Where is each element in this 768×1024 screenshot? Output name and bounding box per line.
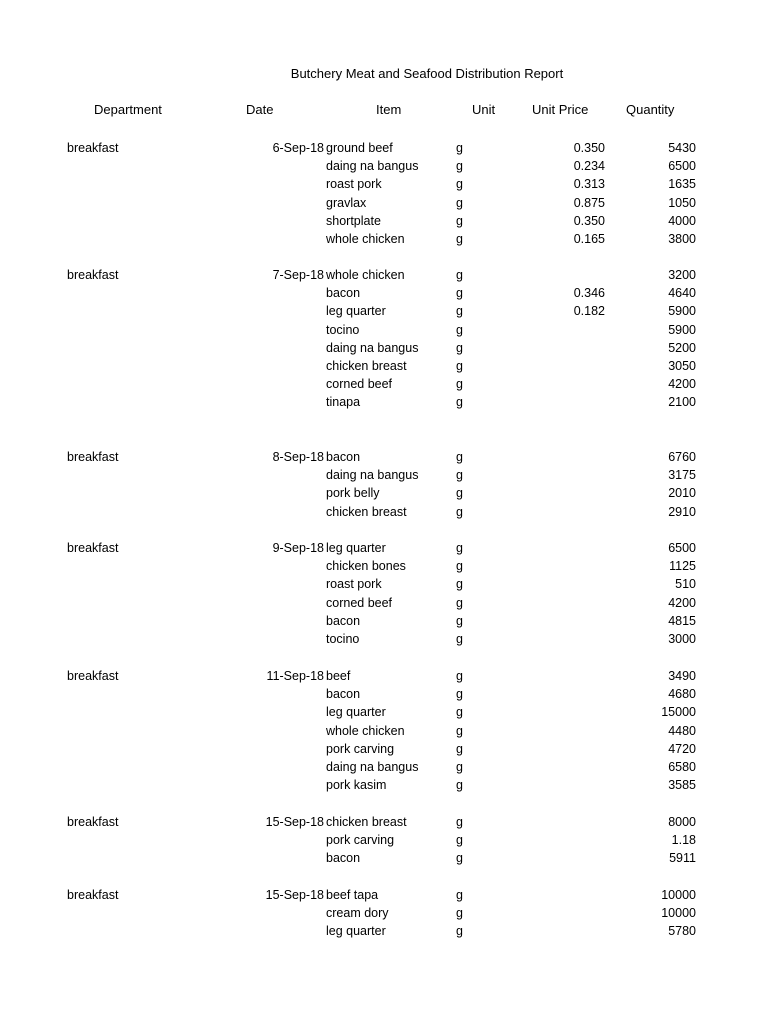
unit-cell: g: [456, 395, 463, 410]
table-row: [0, 776, 768, 794]
column-header-date: Date: [246, 102, 274, 117]
unit-cell: g: [456, 741, 463, 756]
table-row: [0, 575, 768, 593]
date-cell: 11-Sep-18: [266, 669, 324, 683]
unit-price-cell: 0.875: [573, 195, 605, 210]
unit-cell: g: [456, 195, 463, 210]
table-row: [0, 302, 768, 320]
item-cell: bacon: [326, 286, 361, 301]
quantity-cell: 4720: [668, 741, 696, 756]
unit-cell: g: [456, 159, 463, 174]
quantity-cell: 3000: [668, 632, 696, 646]
table-row: [0, 339, 768, 357]
quantity-cell: 3585: [668, 778, 696, 793]
unit-cell: g: [456, 851, 463, 866]
item-cell: tocino: [326, 322, 360, 337]
table-row: [0, 284, 768, 302]
unit-cell: g: [456, 504, 463, 519]
table-row: [0, 630, 768, 648]
quantity-cell: 6580: [668, 760, 696, 774]
item-cell: daing na bangus: [326, 159, 419, 174]
table-row: [0, 466, 768, 484]
table-row: [0, 539, 768, 557]
date-cell: 15-Sep-18: [265, 888, 324, 902]
table-row: [0, 740, 768, 758]
unit-cell: g: [456, 723, 463, 738]
table-row: [0, 157, 768, 175]
column-header-quantity: Quantity: [626, 102, 675, 117]
quantity-cell: 5900: [668, 304, 696, 319]
quantity-cell: 2910: [668, 504, 696, 519]
item-cell: leg quarter: [326, 705, 386, 720]
item-cell: bacon: [326, 687, 361, 702]
item-cell: pork belly: [326, 486, 380, 501]
item-cell: bacon: [326, 613, 361, 628]
table-row: [0, 357, 768, 375]
unit-cell: g: [456, 924, 463, 939]
unit-cell: g: [456, 577, 463, 592]
unit-cell: g: [456, 613, 463, 628]
date-cell: 9-Sep-18: [272, 541, 324, 555]
unit-cell: g: [456, 177, 463, 192]
unit-cell: g: [456, 669, 463, 683]
column-header-department: Department: [94, 102, 162, 117]
item-cell: chicken bones: [326, 559, 406, 574]
unit-cell: g: [456, 687, 463, 702]
unit-cell: g: [456, 141, 463, 155]
item-cell: corned beef: [326, 377, 393, 392]
table-row: [0, 448, 768, 466]
quantity-cell: 1635: [668, 177, 696, 192]
unit-price-cell: 0.350: [573, 141, 605, 155]
table-row: [0, 886, 768, 904]
quantity-cell: 4640: [668, 286, 696, 301]
table-row: [0, 194, 768, 212]
quantity-cell: 1.18: [671, 833, 696, 848]
quantity-cell: 2100: [668, 395, 696, 410]
quantity-cell: 1125: [669, 559, 696, 574]
unit-price-cell: 0.313: [573, 177, 605, 192]
item-cell: daing na bangus: [326, 340, 419, 355]
unit-cell: g: [456, 232, 463, 246]
item-cell: tinapa: [326, 395, 361, 410]
quantity-cell: 5200: [668, 340, 696, 355]
item-cell: roast pork: [326, 177, 382, 192]
item-cell: pork carving: [326, 741, 395, 756]
unit-cell: g: [456, 559, 463, 574]
unit-cell: g: [456, 760, 463, 774]
item-cell: leg quarter: [326, 304, 386, 319]
table-row: [0, 667, 768, 685]
table-row: [0, 393, 768, 411]
table-row: [0, 922, 768, 940]
table-row: [0, 904, 768, 922]
table-row: [0, 557, 768, 575]
quantity-cell: 4815: [668, 613, 696, 628]
department-cell: breakfast: [67, 268, 119, 282]
item-cell: gravlax: [326, 195, 367, 210]
item-cell: leg quarter: [326, 541, 386, 555]
unit-cell: g: [456, 541, 463, 555]
quantity-cell: 4480: [668, 723, 696, 738]
item-cell: bacon: [326, 851, 361, 866]
unit-cell: g: [456, 468, 463, 483]
table-row: [0, 139, 768, 157]
department-cell: breakfast: [67, 888, 119, 902]
table-row: [0, 849, 768, 867]
unit-cell: g: [456, 486, 463, 501]
date-cell: 6-Sep-18: [272, 141, 324, 155]
unit-price-cell: 0.346: [573, 286, 605, 301]
unit-cell: g: [456, 268, 463, 282]
unit-cell: g: [456, 833, 463, 848]
department-cell: breakfast: [67, 815, 119, 829]
unit-cell: g: [456, 815, 463, 829]
item-cell: chicken breast: [326, 815, 407, 829]
quantity-cell: 5780: [668, 924, 696, 939]
item-cell: daing na bangus: [326, 468, 419, 483]
unit-cell: g: [456, 632, 463, 646]
unit-cell: g: [456, 450, 463, 464]
quantity-cell: 3050: [668, 359, 696, 373]
department-cell: breakfast: [67, 669, 119, 683]
unit-cell: g: [456, 778, 463, 793]
department-cell: breakfast: [67, 141, 119, 155]
quantity-cell: 4200: [668, 377, 696, 392]
item-cell: whole chicken: [326, 232, 405, 246]
item-cell: bacon: [326, 450, 361, 464]
date-cell: 15-Sep-18: [265, 815, 324, 829]
quantity-cell: 10000: [661, 906, 696, 921]
item-cell: whole chicken: [326, 723, 405, 738]
unit-cell: g: [456, 906, 463, 921]
table-row: [0, 612, 768, 630]
unit-cell: g: [456, 322, 463, 337]
item-cell: shortplate: [326, 213, 381, 228]
quantity-cell: 15000: [661, 705, 696, 720]
table-row: [0, 321, 768, 339]
department-cell: breakfast: [67, 541, 119, 555]
quantity-cell: 4200: [668, 595, 696, 610]
quantity-cell: 5430: [668, 141, 696, 155]
table-row: [0, 831, 768, 849]
date-cell: 8-Sep-18: [272, 450, 324, 464]
table-row: [0, 503, 768, 521]
unit-price-cell: 0.234: [573, 159, 605, 174]
unit-price-cell: 0.182: [573, 304, 605, 319]
item-cell: chicken breast: [326, 359, 407, 373]
quantity-cell: 1050: [668, 195, 696, 210]
quantity-cell: 3175: [668, 468, 696, 483]
column-header-unit-price: Unit Price: [532, 102, 589, 117]
item-cell: whole chicken: [326, 268, 405, 282]
quantity-cell: 4000: [668, 213, 696, 228]
table-row: [0, 230, 768, 248]
item-cell: ground beef: [326, 141, 393, 155]
item-cell: cream dory: [326, 906, 389, 921]
quantity-cell: 8000: [668, 815, 696, 829]
quantity-cell: 10000: [661, 888, 696, 902]
item-cell: roast pork: [326, 577, 382, 592]
unit-cell: g: [456, 705, 463, 720]
table-row: [0, 758, 768, 776]
quantity-cell: 6760: [668, 450, 696, 464]
table-row: [0, 722, 768, 740]
item-cell: corned beef: [326, 595, 393, 610]
table-row: [0, 266, 768, 284]
table-row: [0, 813, 768, 831]
table-row: [0, 175, 768, 193]
quantity-cell: 4680: [668, 687, 696, 702]
unit-cell: g: [456, 377, 463, 392]
item-cell: beef tapa: [326, 888, 379, 902]
item-cell: beef: [326, 669, 351, 683]
item-cell: chicken breast: [326, 504, 407, 519]
department-cell: breakfast: [67, 450, 119, 464]
quantity-cell: 510: [675, 577, 696, 592]
report-title: Butchery Meat and Seafood Distribution Report: [290, 66, 564, 81]
item-cell: pork kasim: [326, 778, 387, 793]
unit-cell: g: [456, 359, 463, 373]
item-cell: daing na bangus: [326, 760, 419, 774]
column-header-unit: Unit: [472, 102, 496, 117]
table-row: [0, 594, 768, 612]
item-cell: tocino: [326, 632, 360, 646]
quantity-cell: 3800: [668, 232, 696, 246]
unit-cell: g: [456, 595, 463, 610]
quantity-cell: 6500: [668, 541, 696, 555]
table-row: [0, 703, 768, 721]
unit-cell: g: [456, 888, 463, 902]
quantity-cell: 5900: [668, 322, 696, 337]
column-header-item: Item: [376, 102, 402, 117]
unit-cell: g: [456, 304, 463, 319]
unit-price-cell: 0.165: [573, 232, 605, 246]
table-row: [0, 685, 768, 703]
table-row: [0, 375, 768, 393]
item-cell: pork carving: [326, 833, 395, 848]
quantity-cell: 2010: [668, 486, 696, 501]
unit-price-cell: 0.350: [573, 213, 605, 228]
quantity-cell: 5911: [669, 851, 696, 866]
table-row: [0, 484, 768, 502]
table-row: [0, 212, 768, 230]
date-cell: 7-Sep-18: [272, 268, 324, 282]
unit-cell: g: [456, 340, 463, 355]
unit-cell: g: [456, 213, 463, 228]
unit-cell: g: [456, 286, 463, 301]
quantity-cell: 3200: [668, 268, 696, 282]
quantity-cell: 6500: [668, 159, 696, 174]
quantity-cell: 3490: [668, 669, 696, 683]
item-cell: leg quarter: [326, 924, 386, 939]
